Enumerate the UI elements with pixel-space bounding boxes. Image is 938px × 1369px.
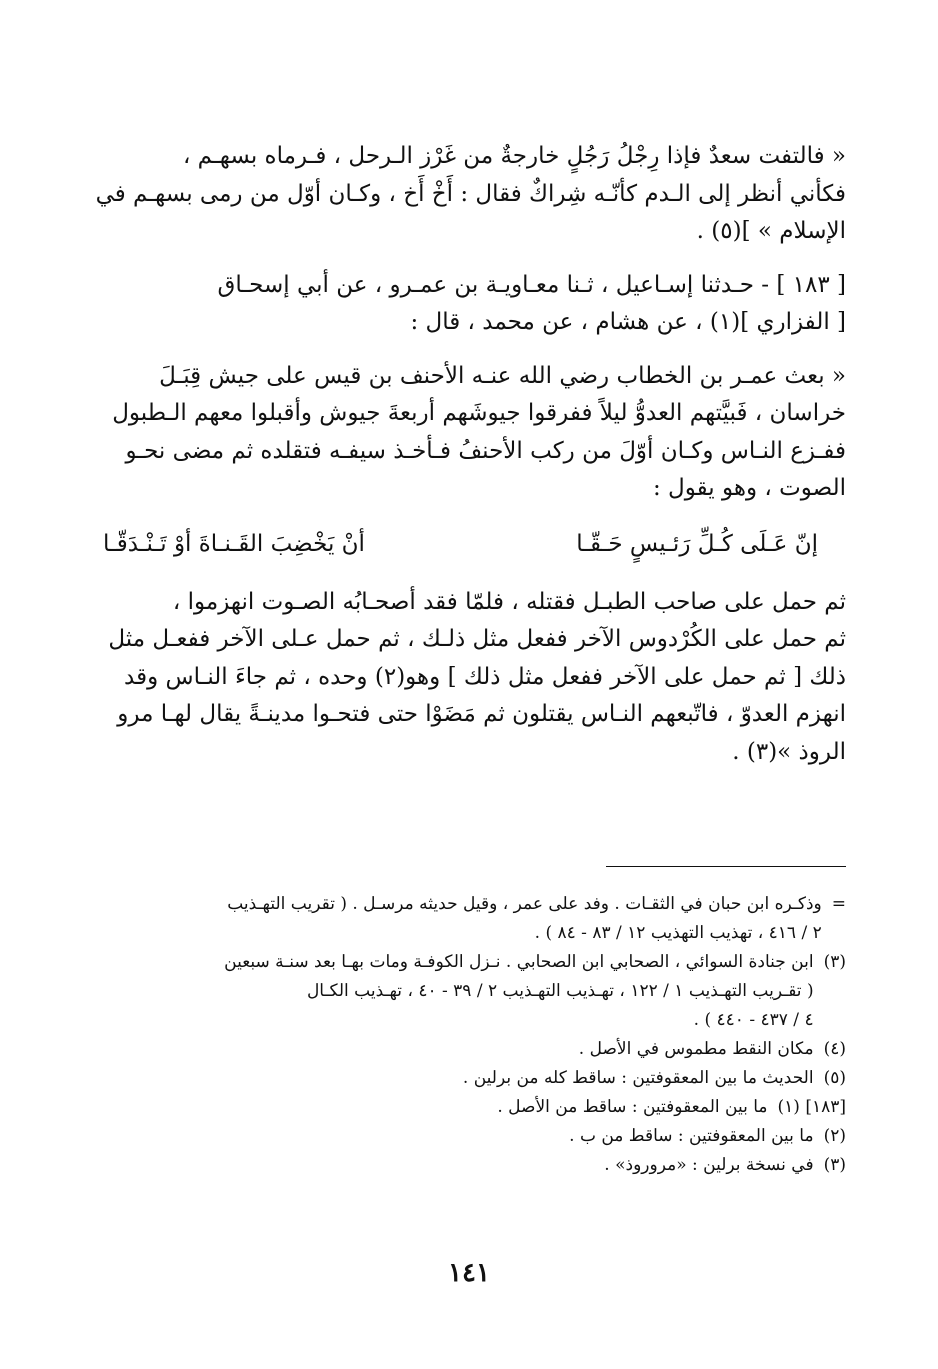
text-line: [ الفزاري ](١) ، عن هشام ، عن محمد ، قال :: [410, 309, 846, 335]
paragraph-2-hadith-183: [91, 267, 846, 342]
paragraph-1: [91, 138, 846, 251]
footnote: [91, 1035, 846, 1064]
footnote-line: ما بين المعقوفتين : ساقط من الأصل .: [497, 1097, 768, 1117]
footnote-line: ( تقـريب التهـذيب ١ / ١٢٢ ، تهـذيب التهـذيب ٢ / ٣٩ - ٤٠ ، تهـذيب الكـال: [306, 981, 814, 1001]
footnote-text: [91, 1093, 768, 1122]
footnote-text: [91, 948, 814, 1035]
footnote: [91, 1122, 846, 1151]
footnote: [91, 1093, 846, 1122]
text-line: ففـزع النـاس وكـان أوّلَ من ركب الأحنفُ فـأخـذ سيفـه فتقلده ثم مضى نحـو: [125, 437, 846, 464]
verse-second-hemistich: أنْ يَخْضِبَ القَـنـاةَ أوْ تَـنْـدَقّـا: [103, 530, 365, 557]
footnote-divider: [606, 866, 846, 867]
text-line: انهزم العدوّ ، فاتّبعهم النـاس يقتلون ثم مَضَوْا حتى فتحـوا مدينـةً يقال لهـا مرو: [117, 701, 846, 727]
footnote-line: ابن جنادة السوائي ، الصحابي ابن الصحابي . نـزل الكوفـة ومات بهـا بعد سنـة سبعين: [224, 952, 814, 972]
footnote-line: ٢ / ٤١٦ ، تهذيب التهذيب ١٢ / ٨٣ - ٨٤ ) .: [534, 923, 822, 943]
footnote-text: [91, 1122, 814, 1151]
footnote: [91, 1064, 846, 1093]
text-line: « بعث عمـر بن الخطاب رضي الله عنـه الأحنف بن قيس على جيش قِبَـلَ: [159, 362, 846, 389]
text-line: الصوت ، وهو يقول :: [652, 475, 846, 501]
footnote-number: (٣): [823, 952, 846, 972]
text-line: ثم حمل على الكُرْدوس الآخر ففعل مثل ذلـك ، ثم حمل عـلى الآخر ففعـل مثل: [108, 626, 846, 652]
footnote-text: [91, 1035, 814, 1064]
text-line: « فالتفت سعدٌ فإذا رِجْلُ رَجُلٍ خارجةٌ من غَرْز الـرحل ، فـرماه بسهـم ،: [182, 143, 846, 169]
footnote: [91, 890, 846, 948]
text-line: [ ١٨٣ ] - حـدثنا إسـاعيل ، ثـنا معـاويـة بن عمـرو ، عن أبي إسحـاق: [217, 271, 846, 298]
footnote: [91, 1151, 846, 1180]
text-line: خراسان ، فَبيَّتهم العدوُّ ليلاً ففرقوا جيوشَهم أربعةَ جيوش وأقبلوا معهم الـطبول: [112, 400, 846, 426]
text-line: ثم حمل على صاحب الطبـل فقتله ، فلمّا فقد أصحـابُه الصـوت انهزموا ،: [172, 588, 846, 615]
footnote-line: ٤ / ٤٣٧ - ٤٤٠ ) .: [693, 1010, 814, 1030]
footnote-number: (٣): [823, 1155, 846, 1175]
footnotes: [91, 890, 846, 1180]
footnote-text: [91, 890, 822, 948]
footnote-line: وذكـره ابن حبان في الثقـات . وفد على عمر ، وقيل حديثه مرسـل . ( تقريب التهـذيب: [227, 894, 822, 914]
footnote-number: (٢): [823, 1126, 846, 1146]
footnote-line: مكان النقط مطموس في الأصل .: [578, 1039, 814, 1059]
footnote: [91, 948, 846, 1035]
text-line: فكأني أنظر إلى الـدم كأنّـه شِراكٌ فقال : أَخْ أَخ ، وكـان أوّل من رمى بسهـم في: [95, 180, 846, 207]
verse-first-hemistich: إنّ عَـلَى كُـلِّ رَئـيسٍ حَـقّـا: [576, 530, 818, 557]
footnote-line: في نسخة برلين : «مروروذ» .: [604, 1155, 814, 1175]
text-line: الإسلام » ](٥) .: [696, 218, 846, 244]
poetry-verse: [103, 524, 818, 564]
text-line: ذلك [ ثم حمل على الآخر ففعل مثل ذلك ] وهو(٢) وحده ، ثم جاءَ النـاس وقد: [124, 663, 846, 690]
footnote-number: =: [831, 894, 846, 914]
paragraph-3: [91, 358, 846, 508]
footnote-text: [91, 1064, 814, 1093]
footnote-number: [١٨٣] (١): [777, 1097, 846, 1117]
page-number: ١٤١: [448, 1258, 490, 1288]
text-line: الروذ »(٣) .: [732, 738, 846, 765]
main-text: [91, 138, 846, 787]
paragraph-4: [91, 584, 846, 772]
footnote-number: (٤): [823, 1039, 846, 1059]
footnote-line: ما بين المعقوفتين : ساقط من ب .: [569, 1126, 814, 1146]
footnote-number: (٥): [823, 1068, 846, 1088]
footnote-text: [91, 1151, 814, 1180]
footnote-line: الحديث ما بين المعقوفتين : ساقط كله من برلين .: [462, 1068, 814, 1088]
